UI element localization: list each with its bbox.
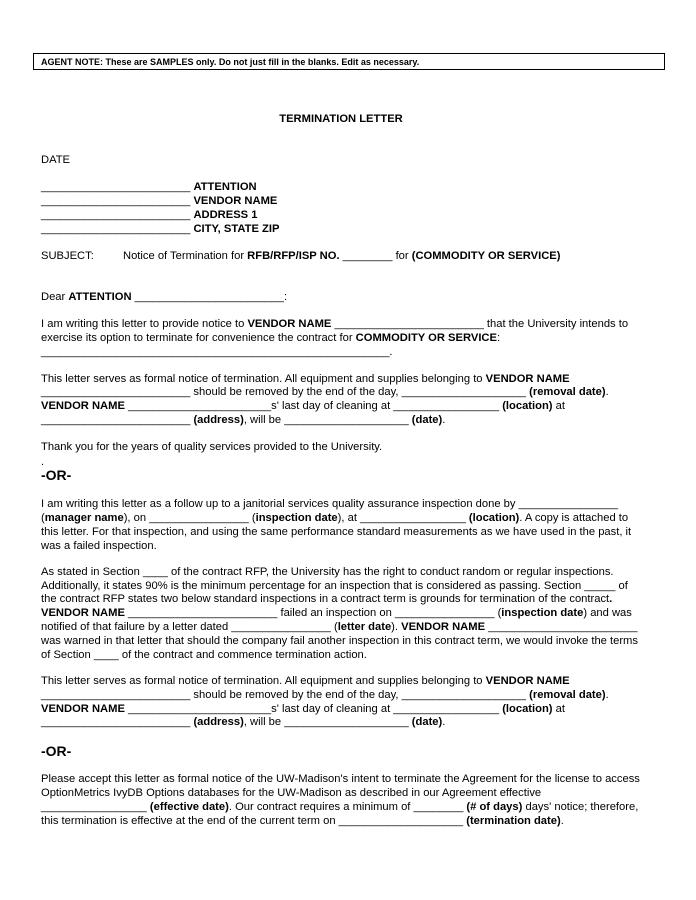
p4-line7: of Section ____ of the contract and commence termination action. — [41, 649, 367, 661]
letter-title: TERMINATION LETTER — [279, 113, 403, 125]
p2-line3: VENDOR NAME _______________________s' last day of cleaning at _________________ (location) at — [41, 400, 565, 412]
p3-line4: was a failed inspection. — [41, 540, 157, 552]
p2-line1: This letter serves as formal notice of termination. All equipment and supplies belonging to VENDOR NAME — [41, 373, 570, 385]
address-line-address1: ________________________ ADDRESS 1 — [41, 209, 258, 221]
address-line-city: ________________________ CITY, STATE ZIP — [41, 223, 280, 235]
or-divider-1: -OR- — [41, 467, 72, 483]
p2-line4: ________________________ (address), will be ____________________ (date). — [41, 414, 446, 426]
subject-line: Notice of Termination for RFB/RFP/ISP NO. ________ for (COMMODITY OR SERVICE) — [123, 250, 561, 262]
p1-line2: exercise its option to terminate for convenience the contract for COMMODITY OR SERVICE: — [41, 332, 501, 344]
p2b-line4: ________________________ (address), will be ____________________ (date). — [41, 716, 446, 728]
address-line-attention: ________________________ ATTENTION — [41, 181, 257, 193]
address-line-vendor: ________________________ VENDOR NAME — [41, 195, 278, 207]
p4-line2: Additionally, it states 90% is the minimum percentage for an inspection that is considered as passing. Section _____ of — [41, 580, 628, 592]
p5-line1: Please accept this letter as formal notice of the UW-Madison's intent to terminate the Agreement for the license to access — [41, 773, 640, 785]
agent-note-text: AGENT NOTE: These are SAMPLES only. Do not just fill in the blanks. Edit as necessary. — [41, 57, 420, 67]
p5-line4: this termination is effective at the end of the current term on ____________________ (termination date). — [41, 815, 564, 827]
p4-line6: was warned in that letter that should the company fail another inspection in this contract term, we would invoke the terms — [41, 635, 638, 647]
p3-line1: I am writing this letter as a follow up to a janitorial services quality assurance inspection done by ________________ — [41, 498, 619, 510]
p4-line1: As stated in Section ____ of the contract RFP, the University has the right to conduct random or regular inspections. — [41, 566, 614, 578]
p4-line4: VENDOR NAME ________________________ failed an inspection on ________________ (inspection date) and was — [41, 607, 632, 619]
or-divider-2: -OR- — [41, 743, 72, 759]
p1-line1: I am writing this letter to provide notice to VENDOR NAME ________________________ that the University intends to — [41, 318, 629, 330]
p4-line3: the contract RFP states two below standard inspections in a contract term is grounds for termination of the contract. — [41, 593, 613, 605]
p2b-line2: ________________________ should be removed by the end of the day, ____________________ (removal date). — [41, 689, 609, 701]
agent-note-box — [33, 53, 665, 70]
p3-line2: (manager name), on ________________ (inspection date), at _________________ (location). A copy is attached to — [41, 512, 629, 524]
p2b-line3: VENDOR NAME _______________________s' last day of cleaning at _________________ (location) at — [41, 703, 565, 715]
p5-line3: _________________ (effective date). Our contract requires a minimum of ________ (# of days) days' notice; therefore, — [41, 801, 639, 813]
p2b-line1: This letter serves as formal notice of termination. All equipment and supplies belonging to VENDOR NAME — [41, 675, 570, 687]
p2-line2: ________________________ should be removed by the end of the day, ____________________ (removal date). — [41, 386, 609, 398]
p3-line3: this letter. For that inspection, and using the same performance standard measurements as we have used in the past, it — [41, 526, 632, 538]
subject-label: SUBJECT: — [41, 250, 94, 262]
p1-line3: ________________________________________________________. — [41, 346, 393, 358]
date-label: DATE — [41, 154, 71, 166]
thanks-line: Thank you for the years of quality services provided to the University. — [41, 441, 383, 453]
p5-line2: OptionMetrics IvyDB Options databases for the UW-Madison as described in our Agreement effective — [41, 787, 542, 799]
stray-period: . — [41, 456, 45, 468]
salutation: Dear ATTENTION ________________________: — [41, 291, 288, 303]
p4-line5: notified of that failure by a letter dated ________________ (letter date). VENDOR NAME ________________________ — [41, 621, 638, 633]
